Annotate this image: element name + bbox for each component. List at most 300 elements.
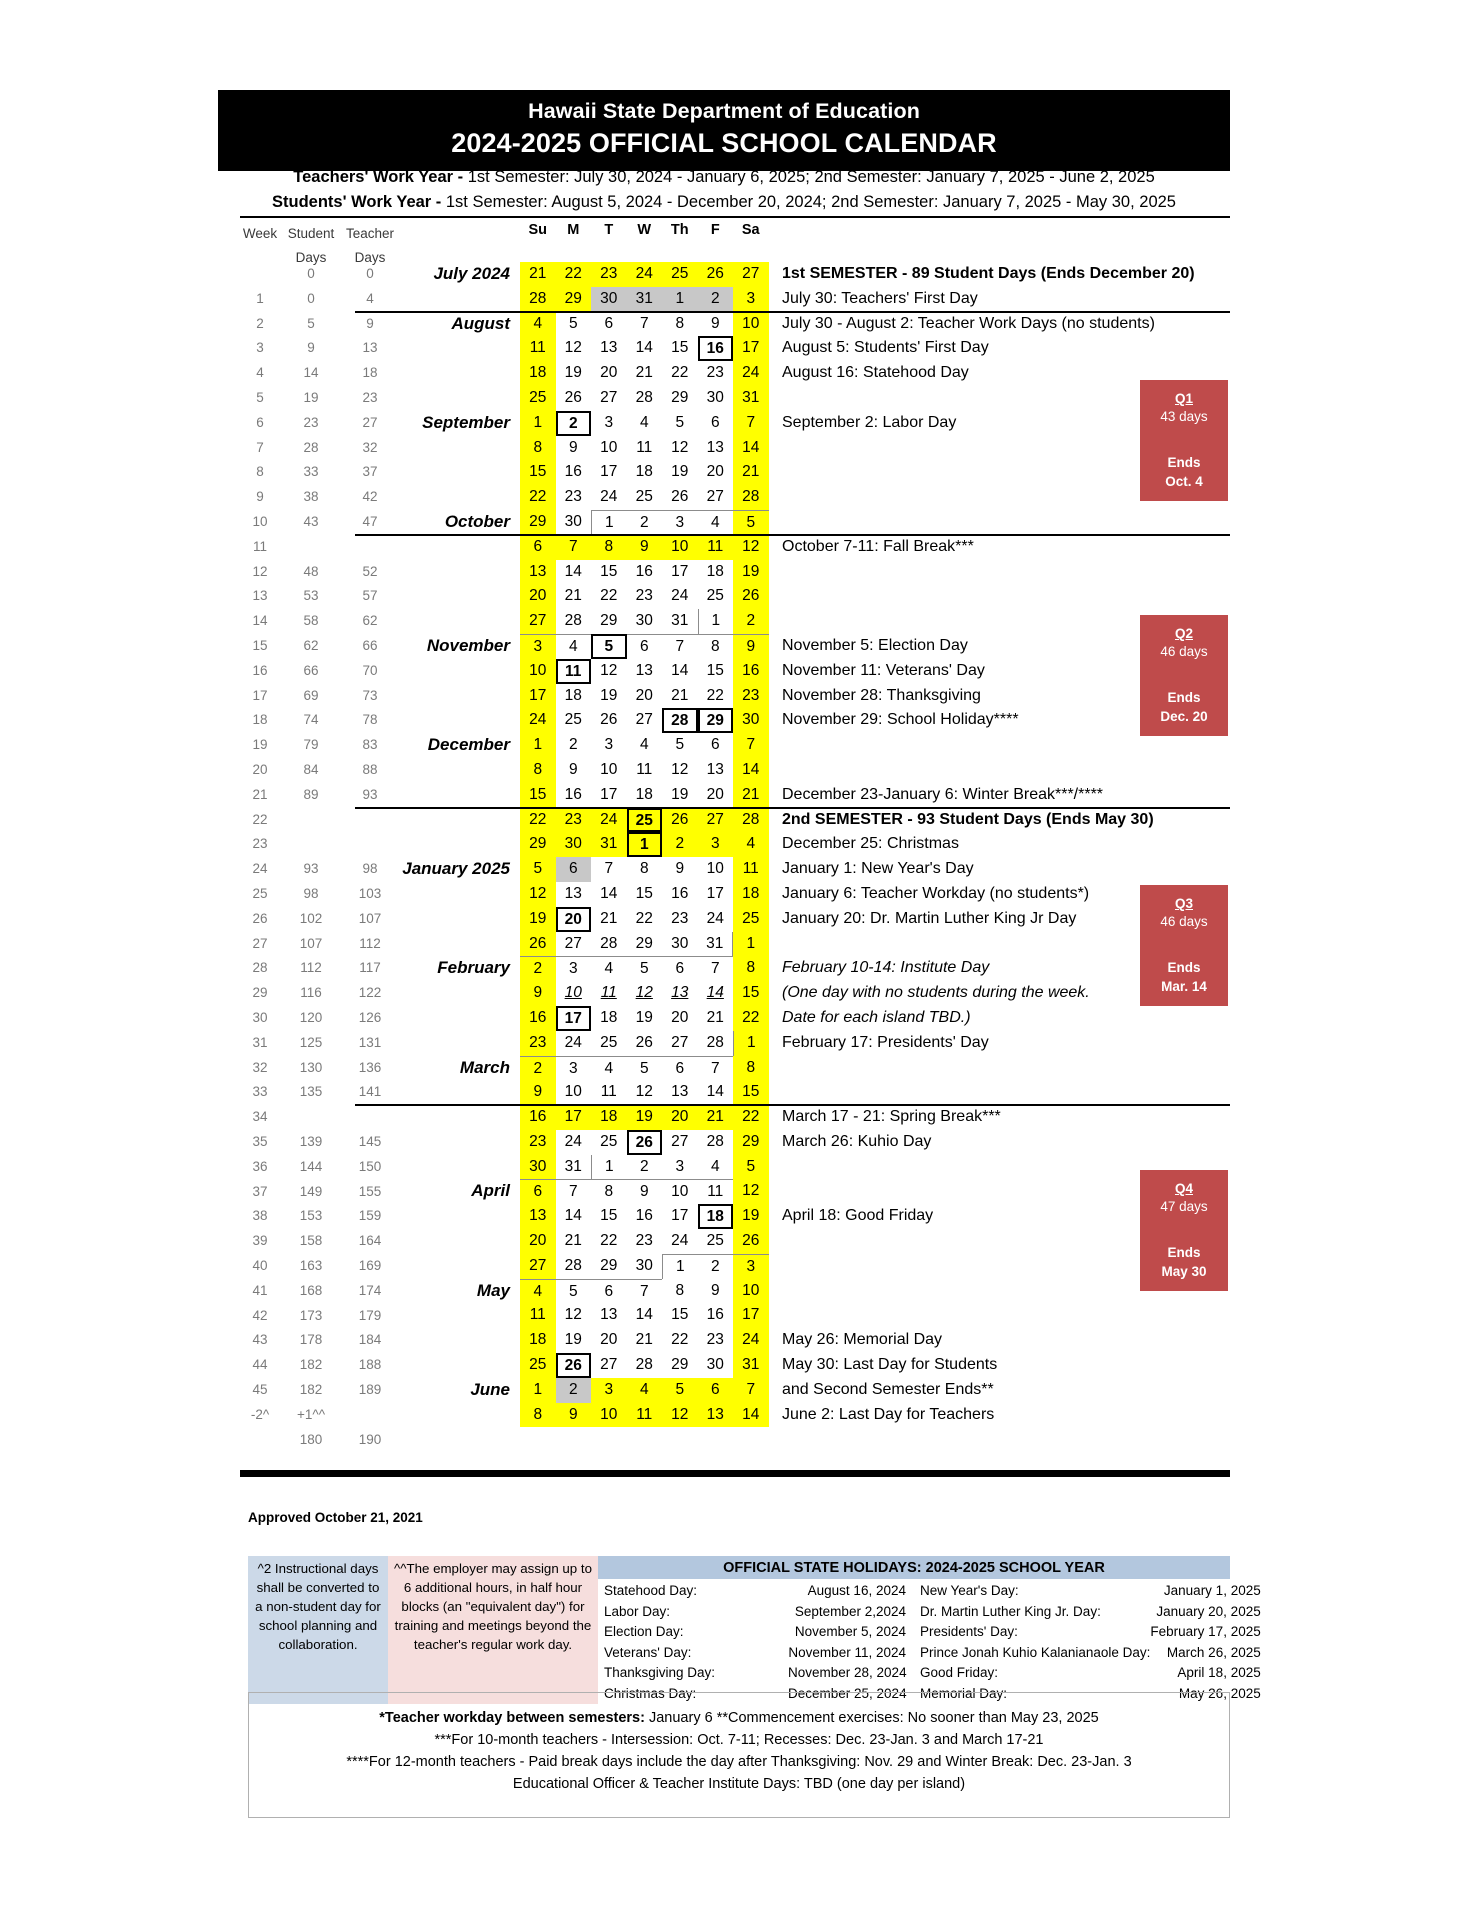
calendar-day-cell: 7 [556, 1179, 592, 1204]
calendar-day-cell: 21 [733, 783, 769, 808]
student-count: 182 [299, 1357, 323, 1373]
week-count: 22 [252, 811, 268, 827]
calendar-day-cell: 28 [564, 612, 582, 630]
calendar-day-cell: 4 [627, 1378, 663, 1403]
holiday-name: Presidents' Day: [920, 1624, 1018, 1640]
calendar-day-cell: 9 [568, 438, 578, 456]
calendar-day-cell: 20 [520, 1229, 556, 1254]
month-label: March [459, 1057, 510, 1077]
week-count: 1 [256, 290, 264, 306]
holiday-name: Election Day: [604, 1624, 684, 1640]
calendar-day-cell: 14 [733, 758, 769, 783]
month-label: October [444, 511, 510, 531]
calendar-day-cell: 16 [698, 336, 734, 361]
calendar-week-row [520, 1328, 769, 1353]
calendar-day-cell: 25 [733, 907, 769, 932]
calendar-day-cell: 23 [671, 909, 689, 927]
teacher-count: 23 [362, 390, 378, 405]
month-label: January 2025 [402, 859, 510, 879]
holiday-date: December 25, 2024 [788, 1685, 907, 1701]
calendar-day-cell: 22 [600, 587, 618, 605]
calendar-day-cell: 11 [636, 438, 653, 456]
calendar-day-cell: 23 [706, 1331, 724, 1349]
calendar-day-cell: 4 [710, 1157, 720, 1175]
teacher-count: 83 [362, 737, 378, 753]
calendar-day-cell: 17 [706, 884, 724, 902]
calendar-day-cell: 7 [733, 411, 769, 436]
teacher-count: 150 [358, 1158, 382, 1174]
calendar-day-cell: 1 [591, 510, 627, 535]
calendar-day-cell: 8 [733, 1056, 769, 1081]
calendar-week-row [520, 932, 769, 957]
teacher-count: 4 [366, 290, 374, 306]
calendar-day-cell: 31 [591, 832, 627, 857]
calendar-day-cell: 9 [710, 1281, 720, 1299]
student-count: 112 [300, 960, 322, 976]
student-count: 89 [303, 786, 319, 802]
calendar-day-cell: 31 [627, 287, 663, 312]
calendar-note: 2nd SEMESTER - 93 Student Days (Ends May 30) [782, 810, 1154, 828]
calendar-day-cell: 14 [635, 339, 653, 357]
calendar-day-cell: 25 [627, 808, 663, 833]
calendar-day-cell: 28 [600, 934, 618, 952]
calendar-day-cell: 18 [520, 1328, 556, 1353]
week-count: 38 [252, 1208, 268, 1224]
calendar-week-row [520, 436, 769, 461]
calendar-week-row [433, 262, 769, 287]
calendar-note: February 17: Presidents' Day [782, 1033, 989, 1051]
calendar-day-cell: 14 [671, 661, 689, 679]
calendar-day-cell: 31 [733, 386, 769, 411]
teacher-count: 141 [358, 1084, 382, 1100]
calendar-day-cell: 24 [520, 708, 556, 733]
calendar-day-cell: 12 [520, 882, 556, 907]
calendar-day-cell: 15 [706, 661, 724, 679]
holiday-date: January 20, 2025 [1156, 1603, 1261, 1619]
calendar-day-cell: 17 [556, 1105, 592, 1130]
week-count: 45 [252, 1382, 268, 1397]
page-title: 2024-2025 OFFICIAL SCHOOL CALENDAR [451, 127, 997, 158]
calendar-week-row [520, 1229, 769, 1254]
calendar-day-cell: 29 [733, 1130, 769, 1155]
quarter-end-date: Oct. 4 [1165, 473, 1203, 489]
calendar-day-cell: 21 [698, 1105, 734, 1130]
holiday-date: August 16, 2024 [807, 1583, 906, 1598]
teacher-days-subheader: Days [354, 250, 386, 265]
calendar-day-cell: 5 [520, 857, 556, 882]
week-count: 20 [252, 762, 268, 777]
calendar-day-cell: 13 [706, 760, 724, 778]
calendar-week-row [520, 1254, 769, 1279]
calendar-day-cell: 17 [600, 463, 618, 481]
calendar-day-cell: 18 [600, 1008, 618, 1026]
calendar-day-cell: 18 [591, 1105, 627, 1130]
calendar-day-cell: 20 [520, 584, 556, 609]
student-count: 163 [299, 1258, 323, 1273]
calendar-day-cell: 19 [671, 785, 689, 803]
calendar-day-cell: 21 [600, 909, 618, 927]
week-count: 14 [252, 613, 268, 629]
bottom-footnote-line: Educational Officer & Teacher Institute Days: TBD (one day per island) [512, 1776, 966, 1793]
calendar-week-row [520, 1353, 769, 1378]
calendar-day-cell: 1 [520, 1378, 556, 1403]
calendar-day-cell: 18 [564, 686, 582, 704]
bottom-footnote-line: ****For 12-month teachers - Paid break days include the day after Thanksgiving: Nov. 29 and Winter Break: Dec. 23-Jan. 3 [346, 1754, 1132, 1771]
semester-separator [355, 807, 1230, 809]
calendar-day-cell: 12 [671, 438, 689, 456]
calendar-day-cell: 6 [520, 1179, 556, 1204]
calendar-day-cell: 16 [520, 1006, 556, 1031]
month-label: April [471, 1181, 510, 1201]
teacher-count: 174 [358, 1282, 382, 1298]
week-count: 13 [252, 588, 268, 604]
calendar-day-cell: 27 [671, 1132, 689, 1150]
calendar-day-cell: 5 [675, 413, 685, 431]
calendar-day-cell: 13 [671, 1083, 689, 1101]
student-count: 33 [303, 464, 319, 480]
student-count: 139 [299, 1134, 323, 1149]
calendar-week-row [520, 758, 769, 783]
calendar-day-cell: 17 [733, 336, 769, 361]
calendar-day-cell: 24 [733, 1328, 769, 1353]
student-count: 158 [299, 1233, 323, 1249]
student-count: 116 [300, 985, 322, 1001]
calendar-day-cell: 13 [520, 560, 556, 585]
calendar-day-cell: 17 [671, 1207, 689, 1225]
student-count: 19 [303, 390, 319, 405]
calendar-day-cell: 24 [706, 909, 724, 927]
calendar-day-cell: 7 [662, 634, 698, 659]
calendar-day-cell: 10 [564, 1083, 582, 1101]
calendar-day-cell: 14 [706, 984, 724, 1002]
calendar-day-cell: 9 [627, 1179, 663, 1204]
calendar-day-cell: 29 [520, 832, 556, 857]
calendar-day-cell: 7 [627, 1279, 663, 1304]
calendar-week-row [520, 1130, 769, 1155]
week-count: 23 [252, 836, 268, 852]
week-count: 5 [256, 390, 264, 405]
calendar-day-cell: 2 [698, 287, 734, 312]
calendar-week-row [520, 808, 769, 833]
calendar-day-cell: 10 [706, 860, 724, 878]
calendar-day-cell: 18 [635, 785, 653, 803]
calendar-week-row [426, 634, 769, 659]
calendar-week-row [520, 981, 769, 1006]
teacher-count: 107 [358, 910, 382, 926]
holiday-name: Thanksgiving Day: [604, 1665, 716, 1681]
calendar-day-cell: 22 [520, 485, 556, 510]
calendar-day-cell: 15 [635, 884, 653, 902]
calendar-note: August 5: Students' First Day [782, 339, 989, 357]
teacher-count: 117 [359, 960, 381, 976]
calendar-day-cell: 13 [564, 884, 582, 902]
day-header-t: T [604, 222, 614, 238]
calendar-day-cell: 21 [635, 1331, 653, 1349]
calendar-day-cell: 14 [733, 436, 769, 461]
calendar-day-cell: 29 [520, 510, 556, 535]
week-count: 2 [256, 315, 264, 331]
teacher-count: 169 [358, 1258, 382, 1273]
calendar-day-cell: 12 [635, 984, 653, 1002]
calendar-day-cell: 22 [671, 1331, 689, 1349]
calendar-day-cell: 10 [733, 1279, 769, 1304]
calendar-week-row [520, 1155, 769, 1180]
calendar-day-cell: 6 [627, 634, 663, 659]
calendar-day-cell: 6 [698, 1378, 734, 1403]
calendar-day-cell: 10 [662, 535, 698, 560]
calendar-day-cell: 23 [591, 262, 627, 287]
quarter-end-date: May 30 [1161, 1263, 1207, 1279]
week-count: 12 [252, 563, 268, 579]
calendar-day-cell: 29 [671, 1356, 689, 1374]
calendar-day-cell: 27 [600, 388, 618, 406]
week-count: 41 [252, 1282, 268, 1298]
calendar-day-cell: 4 [698, 510, 734, 535]
calendar-day-cell: 22 [733, 1105, 769, 1130]
calendar-day-cell: 26 [600, 711, 618, 729]
teacher-column-header: Teacher [345, 226, 395, 241]
calendar-day-cell: 27 [635, 711, 653, 729]
calendar-day-cell: 23 [564, 488, 582, 506]
calendar-day-cell: 9 [627, 535, 663, 560]
calendar-day-cell: 1 [591, 1155, 627, 1180]
calendar-day-cell: 16 [706, 1306, 724, 1324]
calendar-day-cell: 20 [706, 785, 724, 803]
calendar-week-row [437, 956, 769, 981]
teacher-count: 103 [358, 886, 382, 901]
holiday-name: Veterans' Day: [604, 1644, 692, 1660]
calendar-day-cell: 27 [520, 609, 556, 634]
teacher-count: 0 [366, 266, 374, 281]
calendar-day-cell: 26 [733, 1229, 769, 1254]
teacher-count: 98 [362, 861, 378, 877]
calendar-day-cell: 25 [564, 711, 582, 729]
bottom-footnote-line: *Teacher workday between semesters: January 6 **Commencement exercises: No sooner than May 23, 2025 [379, 1710, 1099, 1726]
calendar-week-row [520, 584, 769, 609]
calendar-note: Date for each island TBD.) [782, 1009, 971, 1026]
calendar-day-cell: 23 [635, 587, 653, 605]
calendar-day-cell: 28 [520, 287, 556, 312]
footnote-additional-hours: ^^The employer may assign up to 6 additional hours, in half hour blocks (an "equivalent day") for training and meetings beyond the teacher's regular work day. [388, 1556, 598, 1704]
calendar-day-cell: 25 [706, 1232, 724, 1250]
week-count: 43 [252, 1332, 268, 1348]
calendar-week-row [520, 609, 769, 634]
calendar-day-cell: 13 [520, 1204, 556, 1229]
calendar-day-cell: 7 [733, 1378, 769, 1403]
calendar-day-cell: 22 [733, 1006, 769, 1031]
calendar-day-cell: 8 [733, 956, 769, 981]
student-count: 84 [303, 762, 319, 777]
week-count: 25 [252, 886, 268, 901]
calendar-day-cell: 26 [556, 1353, 592, 1378]
calendar-day-cell: 20 [556, 907, 592, 932]
calendar-day-cell: 21 [564, 587, 582, 605]
calendar-note: and Second Semester Ends** [782, 1381, 994, 1398]
calendar-day-cell: 5 [568, 314, 578, 332]
week-count: 44 [252, 1357, 268, 1373]
holiday-date: September 2,2024 [794, 1603, 906, 1619]
calendar-day-cell: 9 [520, 1080, 556, 1105]
calendar-day-cell: 27 [706, 488, 724, 506]
teacher-count: 57 [362, 588, 378, 604]
month-label: December [427, 735, 510, 755]
calendar-day-cell: 6 [710, 736, 720, 754]
calendar-day-cell: 29 [635, 934, 653, 952]
header-divider [240, 216, 1230, 218]
student-count: 62 [303, 638, 319, 653]
holiday-date: November 28, 2024 [788, 1665, 907, 1681]
calendar-day-cell: 16 [733, 659, 769, 684]
teacher-count: 112 [359, 935, 381, 951]
calendar-note: February 10-14: Institute Day [782, 959, 990, 977]
calendar-day-cell: 22 [556, 262, 592, 287]
calendar-day-cell: 19 [635, 1008, 653, 1026]
calendar-day-cell: 5 [733, 510, 769, 535]
calendar-note: November 5: Election Day [782, 637, 968, 654]
holiday-date: January 1, 2025 [1163, 1583, 1261, 1598]
teachers-work-year [218, 167, 1230, 188]
teacher-count: 88 [362, 762, 378, 777]
calendar-day-cell: 10 [600, 438, 618, 456]
calendar-week-row [520, 535, 769, 560]
student-count: 153 [299, 1208, 323, 1224]
holiday-name: Memorial Day: [920, 1685, 1008, 1701]
calendar-note: March 17 - 21: Spring Break*** [782, 1108, 1001, 1126]
calendar-day-cell: 9 [675, 860, 685, 878]
calendar-note: May 30: Last Day for Students [782, 1356, 998, 1374]
day-header-sa: Sa [741, 222, 760, 238]
holiday-date: February 17, 2025 [1150, 1624, 1261, 1640]
calendar-day-cell: 8 [675, 1281, 685, 1299]
calendar-day-cell: 11 [627, 1403, 663, 1428]
quarter-days: 46 days [1160, 644, 1208, 660]
calendar-day-cell: 12 [733, 1179, 769, 1204]
semester-separator [355, 311, 1230, 313]
calendar-day-cell: 26 [627, 1130, 663, 1155]
calendar-day-cell: 14 [564, 1207, 582, 1225]
month-label: May [476, 1280, 510, 1300]
calendar-day-cell: 30 [706, 388, 724, 406]
calendar-day-cell: 16 [520, 1105, 556, 1130]
calendar-day-cell: 20 [635, 686, 653, 704]
week-count: 31 [252, 1034, 268, 1050]
calendar-day-cell: 31 [564, 1157, 582, 1175]
teacher-count: 70 [362, 662, 378, 678]
calendar-week-row [476, 1279, 769, 1304]
student-count: 53 [303, 588, 319, 604]
calendar-day-cell: 8 [591, 1179, 627, 1204]
calendar-day-cell: 1 [733, 1031, 769, 1056]
semester-separator [355, 1104, 1230, 1106]
calendar-day-cell: 3 [733, 1254, 769, 1279]
student-count: 43 [303, 514, 319, 529]
teacher-count: 73 [362, 687, 378, 703]
holiday-date: November 5, 2024 [794, 1624, 906, 1640]
footnote-row [248, 1556, 1261, 1704]
calendar-day-cell: 5 [662, 1378, 698, 1403]
calendar-day-cell: 28 [635, 1356, 653, 1374]
calendar-note: December 25: Christmas [782, 835, 959, 853]
bottom-footnote-line: ***For 10-month teachers - Intersession: Oct. 7-11; Recesses: Dec. 23-Jan. 3 and March 17-21 [434, 1732, 1044, 1749]
calendar-day-cell: 1 [698, 609, 734, 634]
calendar-week-row [520, 1303, 769, 1328]
calendar-week-row [520, 882, 769, 907]
calendar-day-cell: 3 [604, 736, 614, 754]
calendar-day-cell: 30 [706, 1356, 724, 1374]
calendar-day-cell: 29 [698, 708, 734, 733]
calendar-day-cell: 10 [662, 1179, 698, 1204]
calendar-day-cell: 21 [564, 1232, 582, 1250]
calendar-day-cell: 26 [733, 584, 769, 609]
holiday-name: Labor Day: [604, 1603, 671, 1619]
calendar-day-cell: 28 [733, 485, 769, 510]
calendar-note: (One day with no students during the week. [782, 984, 1090, 1002]
holiday-dates-left [788, 1581, 914, 1704]
student-count: 28 [303, 439, 319, 455]
calendar-day-cell: 27 [671, 1033, 689, 1051]
holidays-grid [598, 1579, 1261, 1704]
calendar-day-cell: 13 [635, 661, 653, 679]
student-count: 178 [299, 1332, 323, 1348]
calendar-day-cell: 11 [636, 760, 653, 778]
teacher-count: 66 [362, 638, 378, 653]
calendar-day-cell: 24 [600, 488, 618, 506]
calendar-day-cell: 12 [564, 339, 582, 357]
day-header-su: Su [528, 222, 548, 238]
calendar-note: August 16: Statehood Day [782, 364, 969, 382]
calendar-day-cell: 25 [706, 587, 724, 605]
teacher-count: 122 [358, 985, 382, 1001]
student-count: +1^^ [296, 1406, 326, 1422]
calendar-day-cell: 15 [671, 339, 689, 357]
calendar-note: March 26: Kuhio Day [782, 1133, 932, 1150]
calendar-week-row [520, 907, 769, 932]
calendar-day-cell: 7 [698, 1056, 734, 1081]
calendar-day-cell: 25 [520, 386, 556, 411]
calendar-day-cell: 18 [520, 361, 556, 386]
quarter-name: Q1 [1174, 391, 1193, 406]
student-count: 9 [307, 340, 315, 356]
calendar-day-cell: 12 [671, 760, 689, 778]
calendar-week-row [451, 312, 769, 337]
teacher-count: 78 [362, 712, 378, 728]
teacher-count: 9 [366, 315, 374, 331]
student-count: 58 [303, 613, 319, 629]
semester-separator [355, 534, 1230, 536]
calendar-day-cell: 5 [675, 736, 685, 754]
calendar-day-cell: 11 [556, 659, 592, 684]
student-count: 66 [303, 662, 319, 678]
holidays-title: OFFICIAL STATE HOLIDAYS: 2024-2025 SCHOOL YEAR [598, 1556, 1230, 1579]
week-count: 36 [252, 1158, 268, 1174]
calendar-day-cell: 21 [635, 364, 653, 382]
calendar-day-cell: 1 [662, 287, 698, 312]
calendar-day-cell: 17 [733, 1303, 769, 1328]
student-count: 23 [303, 414, 319, 430]
quarter-name: Q2 [1174, 626, 1193, 641]
calendar-day-cell: 29 [600, 1256, 618, 1274]
calendar-day-cell: 2 [639, 1157, 649, 1175]
quarter-days: 43 days [1160, 409, 1208, 425]
calendar-day-cell: 13 [706, 438, 724, 456]
student-count: 135 [299, 1084, 323, 1100]
calendar-day-cell: 8 [520, 1403, 556, 1428]
students-work-year-label: Students' Work Year - [272, 193, 442, 211]
quarter-days: 46 days [1160, 914, 1208, 930]
week-count: -2^ [250, 1406, 270, 1422]
quarter-name: Q4 [1174, 1181, 1193, 1196]
calendar-day-cell: 7 [639, 314, 649, 332]
